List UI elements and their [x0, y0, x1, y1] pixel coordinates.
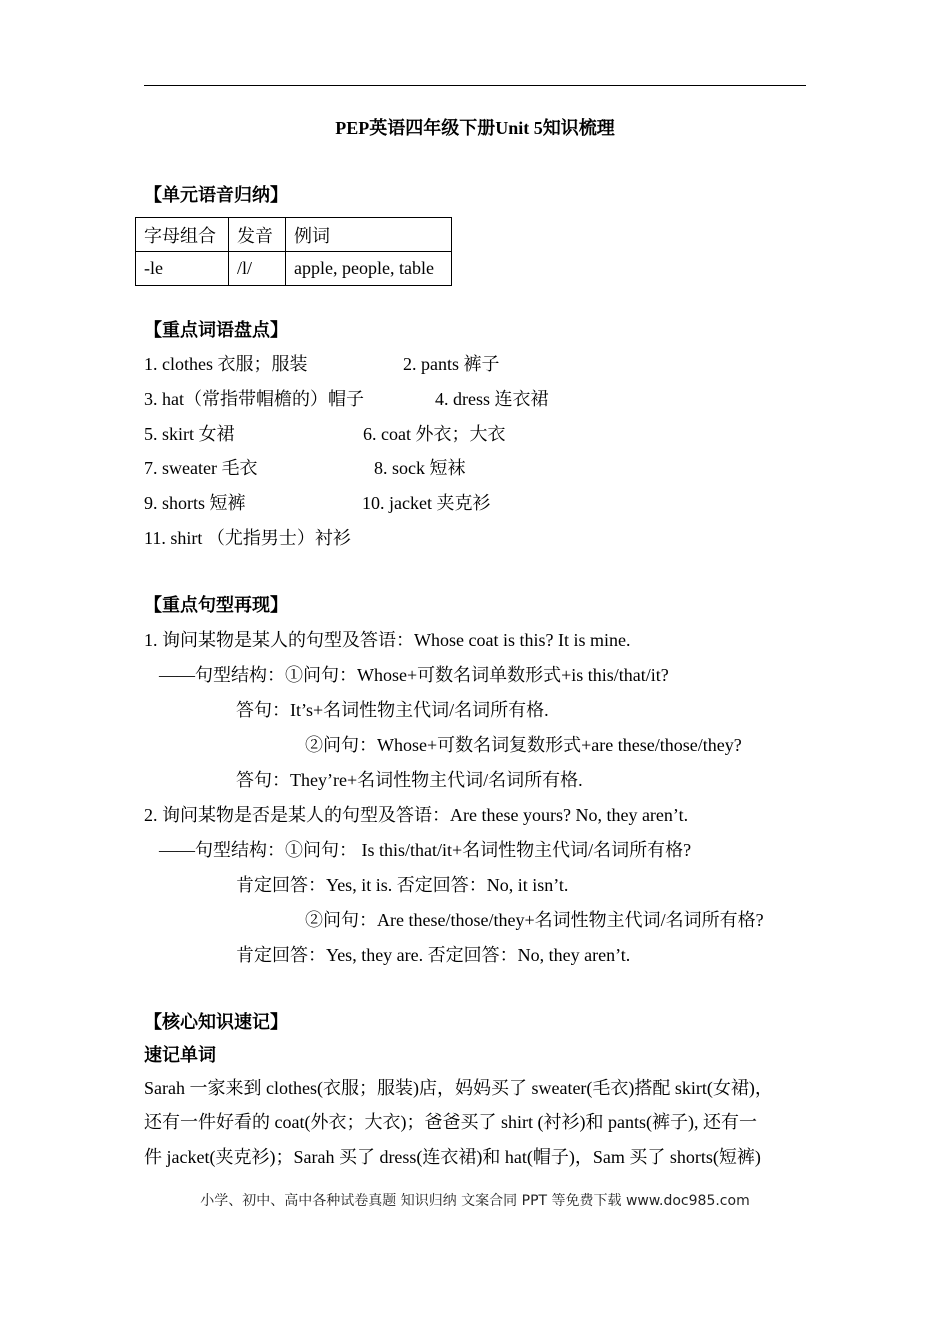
section-heading-vocab: 【重点词语盘点】	[144, 320, 288, 340]
table-row	[136, 252, 452, 286]
sentence-line: 2. 询问某物是否是某人的句型及答语：Are these yours? No, they aren’t.	[144, 805, 689, 825]
doc-title: PEP英语四年级下册Unit 5知识梳理	[335, 118, 615, 138]
sentence-line: ②问句：Whose+可数名词复数形式+are these/those/they?	[305, 735, 742, 755]
table-header-row	[136, 218, 452, 252]
paragraph-line: Sarah 一家来到 clothes(衣服；服装)店，妈妈买了 sweater(毛衣)搭配 skirt(女裙)，	[144, 1078, 773, 1098]
sentence-line: 肯定回答：Yes, they are. 否定回答：No, they aren’t.	[236, 945, 631, 965]
vocab-item: 7. sweater 毛衣	[144, 458, 258, 478]
table-header: 字母组合	[136, 218, 229, 252]
sentence-line: ②问句：Are these/those/they+名词性物主代词/名词所有格?	[305, 910, 764, 930]
table-cell: /l/	[229, 252, 286, 286]
vocab-item: 1. clothes 衣服；服装	[144, 354, 308, 374]
vocab-item: 3. hat（常指带帽檐的）帽子	[144, 389, 364, 409]
sentence-line: ——句型结构：①问句： Is this/that/it+名词性物主代词/名词所有格?	[159, 840, 692, 860]
sentence-line: 肯定回答：Yes, it is. 否定回答：No, it isn’t.	[236, 875, 569, 895]
subheading: 速记单词	[144, 1045, 216, 1065]
table-header: 例词	[286, 218, 452, 252]
vocab-item: 11. shirt （尤指男士）衬衫	[144, 528, 351, 548]
footer-text: 小学、初中、高中各种试卷真题 知识归纳 文案合同 PPT 等免费下载 www.doc985.com	[200, 1193, 750, 1209]
paragraph-line: 还有一件好看的 coat(外衣；大衣)；爸爸买了 shirt (衬衫)和 pants(裤子), 还有一	[144, 1112, 757, 1132]
vocab-item: 2. pants 裤子	[403, 354, 500, 374]
vocab-item: 5. skirt 女裙	[144, 424, 235, 444]
section-heading-sentences: 【重点句型再现】	[144, 595, 288, 615]
vocab-item: 10. jacket 夹克衫	[362, 493, 491, 513]
table-cell: apple, people, table	[286, 252, 452, 286]
header-rule	[144, 85, 806, 86]
paragraph-line: 件 jacket(夹克衫)；Sarah 买了 dress(连衣裙)和 hat(帽子)，Sam 买了 shorts(短裤)	[144, 1147, 761, 1167]
sentence-line: 答句：They’re+名词性物主代词/名词所有格.	[236, 770, 583, 790]
phonics-table	[135, 217, 452, 286]
vocab-item: 8. sock 短袜	[374, 458, 466, 478]
sentence-line: 1. 询问某物是某人的句型及答语：Whose coat is this? It is mine.	[144, 630, 631, 650]
sentence-line: 答句：It’s+名词性物主代词/名词所有格.	[236, 700, 549, 720]
vocab-item: 6. coat 外衣；大衣	[363, 424, 506, 444]
sentence-line: ——句型结构：①问句：Whose+可数名词单数形式+is this/that/it?	[159, 665, 669, 685]
section-heading-core: 【核心知识速记】	[144, 1012, 288, 1032]
table-cell: -le	[136, 252, 229, 286]
table-header: 发音	[229, 218, 286, 252]
vocab-item: 9. shorts 短裤	[144, 493, 246, 513]
section-heading-phonics: 【单元语音归纳】	[144, 185, 288, 205]
vocab-item: 4. dress 连衣裙	[435, 389, 549, 409]
